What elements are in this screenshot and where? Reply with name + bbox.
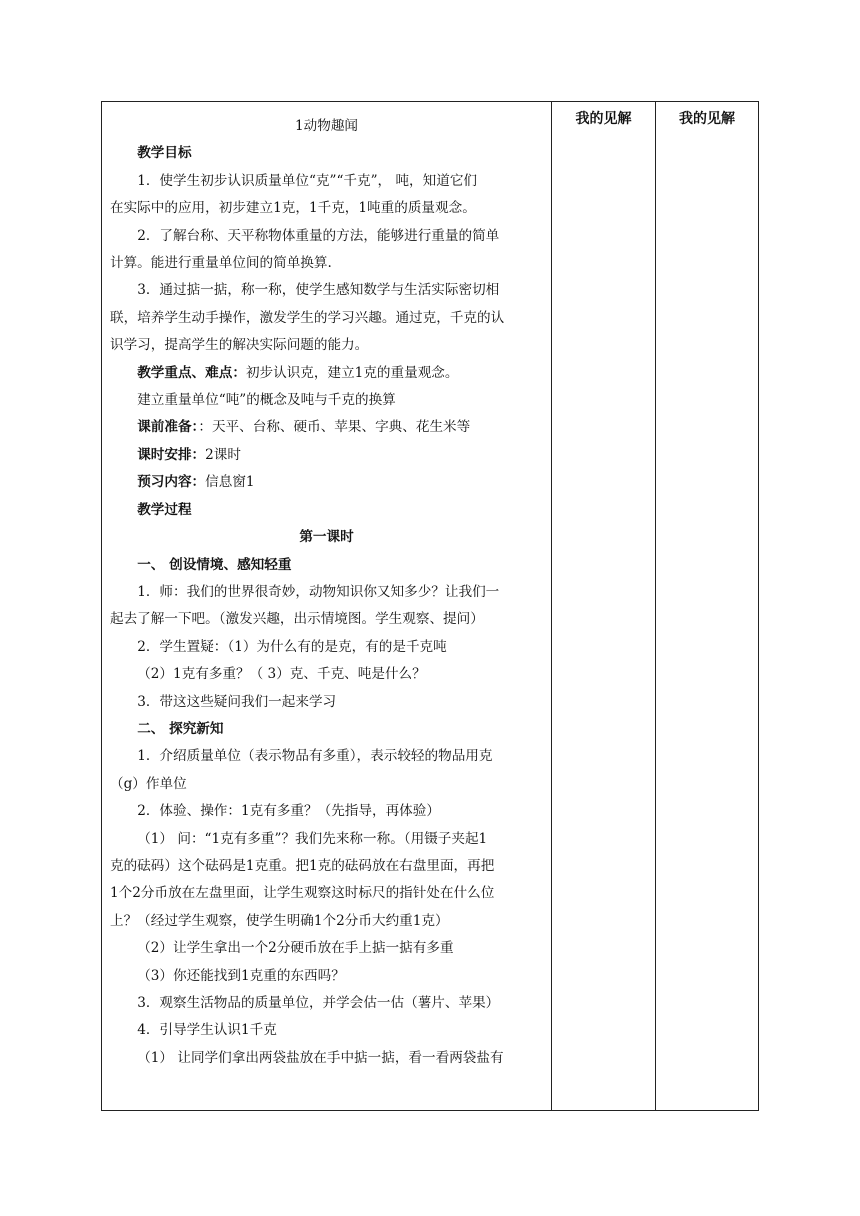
- key-points-line2: 建立重量单位“吨”的概念及吨与千克的换算: [137, 392, 396, 409]
- hours: [110, 442, 543, 469]
- preview-label: 预习内容：: [137, 474, 206, 491]
- preview: [110, 469, 543, 496]
- goal-line: 1．使学生初步认识质量单位“克”“千克”， 吨，知道它们: [137, 172, 478, 189]
- key-points: [110, 360, 543, 387]
- opinion-column-1: [552, 102, 656, 1110]
- key-points-text: 初步认识克，建立1克的重量观念。: [245, 364, 459, 381]
- section1-heading: 一、 创设情境、感知轻重: [137, 556, 292, 573]
- main-content-column: [102, 102, 552, 1110]
- opinion-column-2: [656, 102, 758, 1110]
- goal-line: 联，培养学生动手操作，激发学生的学习兴趣。通过克，千克的认: [110, 309, 505, 326]
- opinion-header-1: 我的见解: [575, 111, 632, 127]
- section2-line: 克的砝码）这个砝码是1克重。把1克的砝码放在右盘里面，再把: [110, 857, 495, 874]
- prep-label: 课前准备：: [137, 419, 199, 436]
- goals-heading: 教学目标: [137, 145, 192, 162]
- lesson-subtitle: 第一课时: [299, 529, 354, 546]
- section2-line: 2．体验、操作：1克有多重？（先指导，再体验）: [137, 803, 440, 820]
- section1-line: 起去了解一下吧。（激发兴趣，出示情境图。学生观察、提问）: [110, 611, 484, 628]
- section2-heading: 二、 探究新知: [137, 720, 224, 737]
- section1-line: 2．学生置疑：（1）为什么有的是克，有的是千克吨: [137, 638, 447, 655]
- hours-label: 课时安排：: [137, 446, 206, 463]
- opinion-header-2: 我的见解: [679, 111, 735, 127]
- process-heading: 教学过程: [137, 501, 192, 518]
- hours-text: 2课时: [205, 446, 241, 463]
- goal-line: 在实际中的应用，初步建立1克，1千克，1吨重的质量观念。: [110, 200, 476, 217]
- goal-line: 2．了解台称、天平称物体重量的方法，能够进行重量的简单: [137, 227, 500, 244]
- goal-line: 计算。能进行重量单位间的简单换算.: [110, 255, 332, 272]
- section2-line: 4．引导学生认识1千克: [137, 1022, 277, 1039]
- goal-line: 识学习，提高学生的解决实际问题的能力。: [110, 337, 369, 354]
- section2-line: （g）作单位: [110, 775, 187, 792]
- goal-line: 3．通过掂一掂，称一称，使学生感知数学与生活实际密切相: [137, 282, 500, 299]
- section2-line: 1．介绍质量单位（表示物品有多重），表示较轻的物品用克: [137, 748, 493, 765]
- section2-line: （2）让学生拿出一个2分硬币放在手上掂一掂有多重: [137, 940, 454, 957]
- section1-line: （2）1克有多重？（ 3）克、千克、吨是什么？: [137, 666, 426, 683]
- section2-line: 1个2分币放在左盘里面，让学生观察这时标尺的指针处在什么位: [110, 885, 495, 902]
- preview-text: 信息窗1: [205, 474, 255, 491]
- section1-line: 1．师：我们的世界很奇妙，动物知识你又知多少？让我们一: [137, 583, 500, 600]
- lesson-title: 1动物趣闻: [294, 118, 359, 134]
- section2-line: （3）你还能找到1克重的东西吗？: [137, 967, 345, 984]
- lesson-plan-table: [101, 101, 759, 1111]
- section1-line: 3．带这这些疑问我们一起来学习: [137, 693, 337, 710]
- section2-line: 上？（经过学生观察，使学生明确1个2分币大约重1克）: [110, 912, 449, 929]
- section2-line: 3．观察生活物品的质量单位，并学会估一估（薯片、苹果）: [137, 995, 500, 1011]
- section2-line: （1） 让同学们拿出两袋盐放在手中掂一掂，看一看两袋盐有: [137, 1049, 504, 1066]
- prep-text: ：天平、台称、硬币、苹果、字典、花生米等: [198, 419, 471, 436]
- lesson-content: [102, 102, 551, 1072]
- key-points-label: 教学重点、难点：: [137, 364, 246, 381]
- prep: [110, 414, 543, 441]
- section2-line: （1） 问：“1克有多重”？我们先来称一称。（用镊子夹起1: [137, 830, 488, 847]
